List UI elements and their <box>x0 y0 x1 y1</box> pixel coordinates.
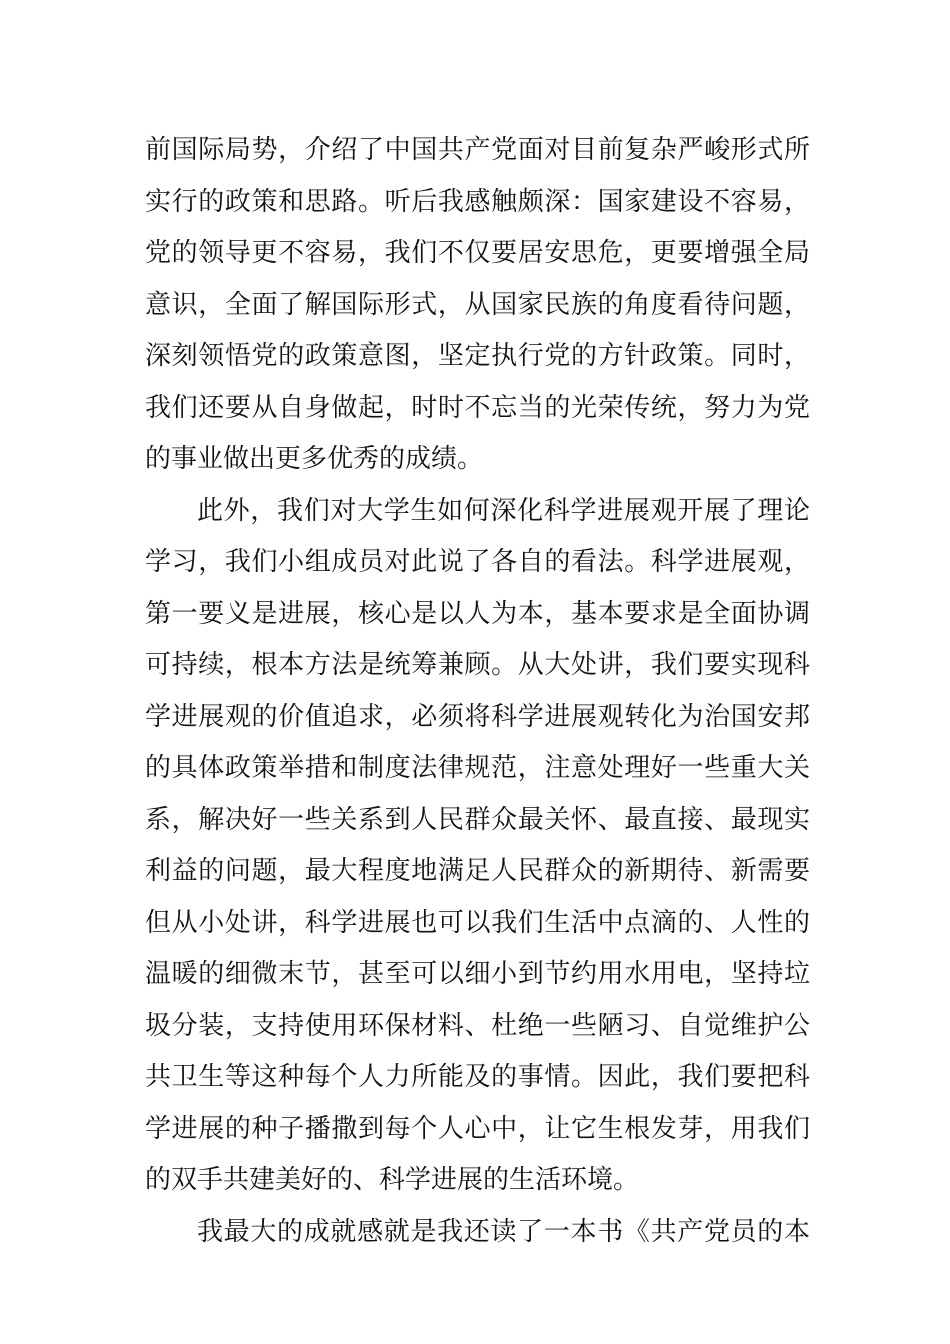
text-line: 学进展观的价值追求，必须将科学进展观转化为治国安邦 <box>145 701 810 732</box>
paragraph-1 <box>145 125 810 486</box>
text-line: 意识，全面了解国际形式，从国家民族的角度看待问题， <box>145 289 810 320</box>
paragraph-3 <box>145 1207 810 1259</box>
document-body <box>145 125 810 1258</box>
text-line: 第一要义是进展，核心是以人为本，基本要求是全面协调 <box>145 598 810 629</box>
text-line: 的双手共建美好的、科学进展的生活环境。 <box>145 1165 640 1195</box>
text-line: 系，解决好一些关系到人民群众最关怀、最直接、最现实 <box>145 804 810 835</box>
text-line: 实行的政策和思路。听后我感触颇深：国家建设不容易， <box>145 186 810 217</box>
text-line: 利益的问题，最大程度地满足人民群众的新期待、新需要 <box>145 856 810 886</box>
text-line: 的具体政策举措和制度法律规范，注意处理好一些重大关 <box>145 753 810 783</box>
text-line: 我最大的成就感就是我还读了一本书《共产党员的本 <box>197 1216 810 1247</box>
text-line: 圾分装，支持使用环保材料、杜绝一些陋习、自觉维护公 <box>145 1010 810 1041</box>
text-line: 共卫生等这种每个人力所能及的事情。因此，我们要把科 <box>145 1062 810 1092</box>
text-line: 的事业做出更多优秀的成绩。 <box>145 444 484 474</box>
text-line: 前国际局势，介绍了中国共产党面对目前复杂严峻形式所 <box>145 135 810 165</box>
text-line: 学习，我们小组成员对此说了各自的看法。科学进展观， <box>145 547 810 577</box>
paragraph-2 <box>145 486 810 1207</box>
text-line: 深刻领悟党的政策意图，坚定执行党的方针政策。同时， <box>145 341 810 371</box>
text-line: 学进展的种子播撒到每个人心中，让它生根发芽，用我们 <box>145 1113 810 1144</box>
text-line: 我们还要从自身做起，时时不忘当的光荣传统，努力为党 <box>145 392 810 423</box>
text-line: 可持续，根本方法是统筹兼顾。从大处讲，我们要实现科 <box>145 650 810 680</box>
text-line: 此外，我们对大学生如何深化科学进展观开展了理论 <box>197 495 810 526</box>
text-line: 温暖的细微末节，甚至可以细小到节约用水用电，坚持垃 <box>145 959 810 989</box>
text-line: 党的领导更不容易，我们不仅要居安思危，更要增强全局 <box>145 238 810 268</box>
text-line: 但从小处讲，科学进展也可以我们生活中点滴的、人性的 <box>145 907 810 938</box>
